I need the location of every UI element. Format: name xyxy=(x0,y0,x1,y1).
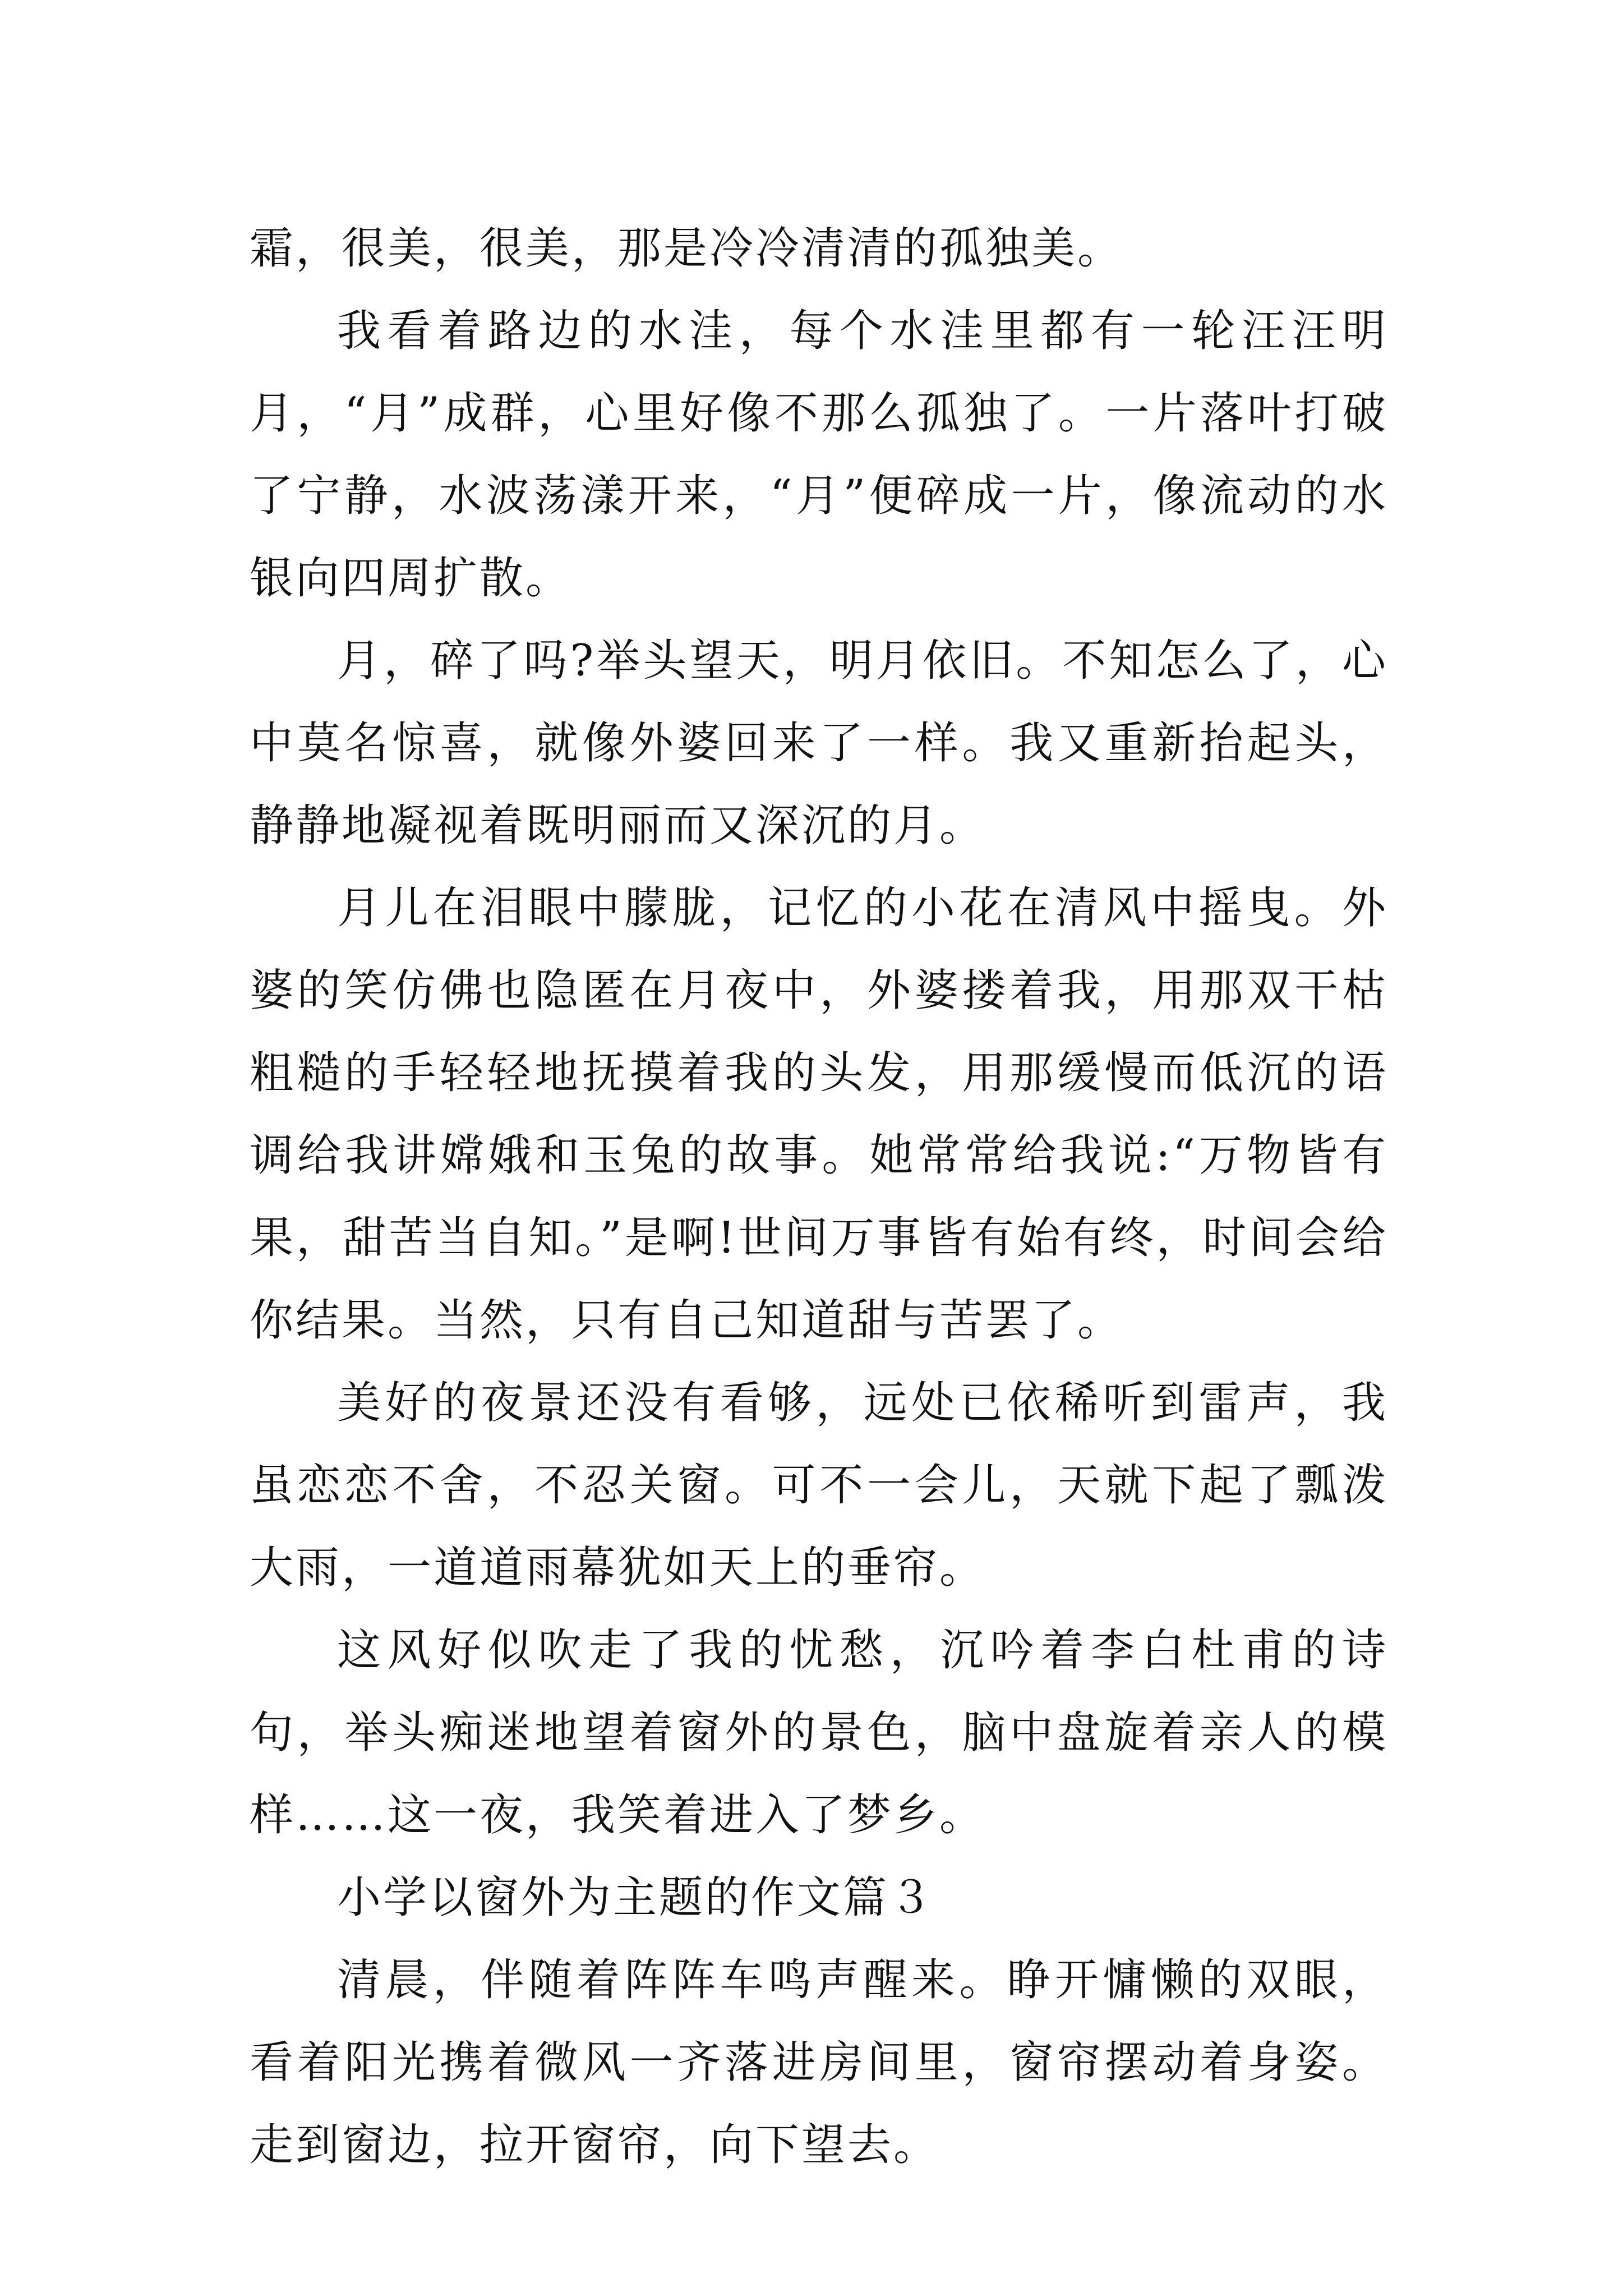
paragraph-2: 我看着路边的水洼，每个水洼里都有一轮汪汪明月，“月”成群，心里好像不那么孤独了。一片落叶打破了宁静，水波荡漾开来，“月”便碎成一片，像流动的水银向四周扩散。 xyxy=(250,306,1388,604)
paragraph-1: 霜，很美，很美，那是冷冷清清的孤独美。 xyxy=(250,223,1124,274)
paragraph-3: 月，碎了吗?举头望天，明月依旧。不知怎么了，心中莫名惊喜，就像外婆回来了一样。我又重新抬起头，静静地凝视着既明丽而又深沉的月。 xyxy=(250,636,1388,851)
section-heading: 小学以窗外为主题的作文篇３ xyxy=(337,1872,935,1923)
paragraph-7: 清晨，伴随着阵阵车鸣声醒来。睁开慵懒的双眼，看着阳光携着微风一齐落进房间里，窗帘摆动着身姿。走到窗边，拉开窗帘，向下望去。 xyxy=(250,1955,1388,2170)
paragraph-6: 这风好似吹走了我的忧愁，沉吟着李白杜甫的诗句，举头痴迷地望着窗外的景色，脑中盘旋着亲人的模样……这一夜，我笑着进入了梦乡。 xyxy=(250,1625,1388,1841)
paragraph-4: 月儿在泪眼中朦胧，记忆的小花在清风中摇曳。外婆的笑仿佛也隐匿在月夜中，外婆搂着我，用那双干枯粗糙的手轻轻地抚摸着我的头发，用那缓慢而低沉的语调给我讲嫦娥和玉兔的故事。她常常给我说:“万物皆有果，甜苦当自知。”是啊!世间万事皆有始有终，时间会给你结果。当然，只有自己知道甜与苦罢了。 xyxy=(250,883,1388,1346)
document-body xyxy=(250,208,1388,2187)
paragraph-5: 美好的夜景还没有看够，远处已依稀听到雷声，我虽恋恋不舍，不忍关窗。可不一会儿，天就下起了瓢泼大雨，一道道雨幕犹如天上的垂帘。 xyxy=(250,1378,1388,1593)
